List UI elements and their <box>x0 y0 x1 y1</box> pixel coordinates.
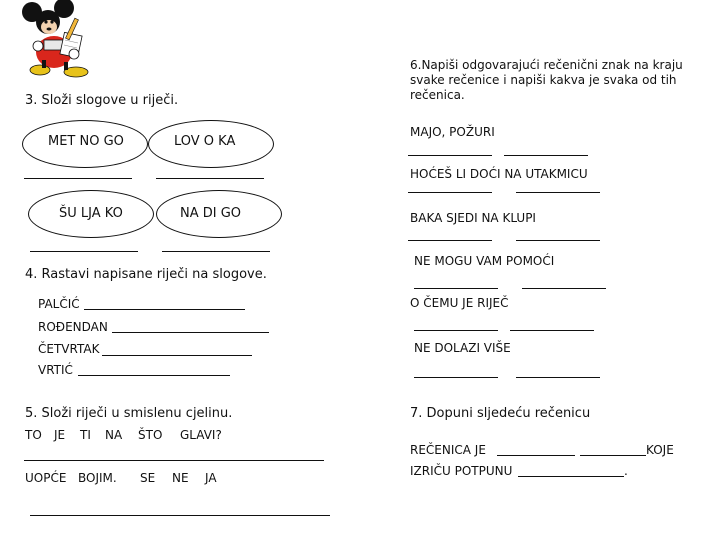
jumbled-word: BOJIM. <box>78 471 117 485</box>
jumbled-word: ŠTO <box>138 428 163 442</box>
jumbled-word: NA <box>105 428 123 442</box>
syllable-text-2: LOV O KA <box>174 134 236 149</box>
syllable-text-1: MET NO GO <box>48 134 124 149</box>
answer-line-4-2[interactable] <box>112 332 269 333</box>
word-rodendan: ROĐENDAN <box>38 320 108 334</box>
answer-line-6-6b[interactable] <box>516 377 600 378</box>
word-palcic: PALČIĆ <box>38 297 80 311</box>
answer-line-7-1[interactable] <box>497 455 575 456</box>
jumbled-word: UOPĆE <box>25 471 67 485</box>
jumbled-word: JE <box>54 428 66 442</box>
answer-line-4-3[interactable] <box>102 355 252 356</box>
task4-title: 4. Rastavi napisane riječi na slogove. <box>25 267 267 282</box>
answer-line-3-3[interactable] <box>30 251 138 252</box>
answer-line-6-6a[interactable] <box>414 377 498 378</box>
sentence-5: O ČEMU JE RIJEČ <box>410 296 509 310</box>
task7-line1-start: REČENICA JE <box>410 443 486 457</box>
jumbled-word: JA <box>205 471 217 485</box>
jumbled-word: GLAVI? <box>180 428 222 442</box>
answer-line-6-1a[interactable] <box>408 155 492 156</box>
jumbled-word: TO <box>25 428 42 442</box>
cartoon-mouse-icon <box>18 0 98 80</box>
jumbled-word: NE <box>172 471 189 485</box>
answer-line-6-4b[interactable] <box>522 288 606 289</box>
task7-line1-end: KOJE <box>646 443 674 457</box>
answer-line-6-2a[interactable] <box>408 192 492 193</box>
answer-line-5-2[interactable] <box>30 515 330 516</box>
task7-title: 7. Dopuni sljedeću rečenicu <box>410 406 591 421</box>
task5-title: 5. Složi riječi u smislenu cjelinu. <box>25 406 233 421</box>
answer-line-6-5b[interactable] <box>510 330 594 331</box>
answer-line-6-3b[interactable] <box>516 240 600 241</box>
word-cetvrtak: ČETVRTAK <box>38 342 100 356</box>
answer-line-5-1[interactable] <box>24 460 324 461</box>
jumbled-word: TI <box>80 428 91 442</box>
answer-line-6-3a[interactable] <box>408 240 492 241</box>
word-vrtic: VRTIĆ <box>38 363 73 377</box>
answer-line-3-2[interactable] <box>156 178 264 179</box>
answer-line-6-4a[interactable] <box>414 288 498 289</box>
sentence-6: NE DOLAZI VIŠE <box>414 341 511 355</box>
task7-line2-start: IZRIČU POTPUNU <box>410 464 513 478</box>
task7-line2-end: . <box>624 464 628 478</box>
task3-title: 3. Složi slogove u riječi. <box>25 93 179 108</box>
jumbled-word: SE <box>140 471 156 485</box>
answer-line-4-1[interactable] <box>84 309 245 310</box>
task6-title-line3: rečenica. <box>410 88 465 102</box>
answer-line-6-5a[interactable] <box>414 330 498 331</box>
answer-line-4-4[interactable] <box>78 375 230 376</box>
task6-title-line2: svake rečenice i napiši kakva je svaka od tih <box>410 73 677 87</box>
answer-line-7-2[interactable] <box>580 455 646 456</box>
answer-line-3-1[interactable] <box>24 178 132 179</box>
sentence-4: NE MOGU VAM POMOĆI <box>414 254 555 268</box>
syllable-text-3: ŠU LJA KO <box>59 206 123 221</box>
answer-line-6-1b[interactable] <box>504 155 588 156</box>
answer-line-7-3[interactable] <box>518 476 624 477</box>
answer-line-6-2b[interactable] <box>516 192 600 193</box>
answer-line-3-4[interactable] <box>162 251 270 252</box>
task6-title-line1: 6.Napiši odgovarajući rečenični znak na kraju <box>410 58 683 72</box>
sentence-2: HOĆEŠ LI DOĆI NA UTAKMICU <box>410 167 588 181</box>
sentence-3: BAKA SJEDI NA KLUPI <box>410 211 536 225</box>
syllable-text-4: NA DI GO <box>180 206 242 221</box>
sentence-1: MAJO, POŽURI <box>410 125 495 139</box>
